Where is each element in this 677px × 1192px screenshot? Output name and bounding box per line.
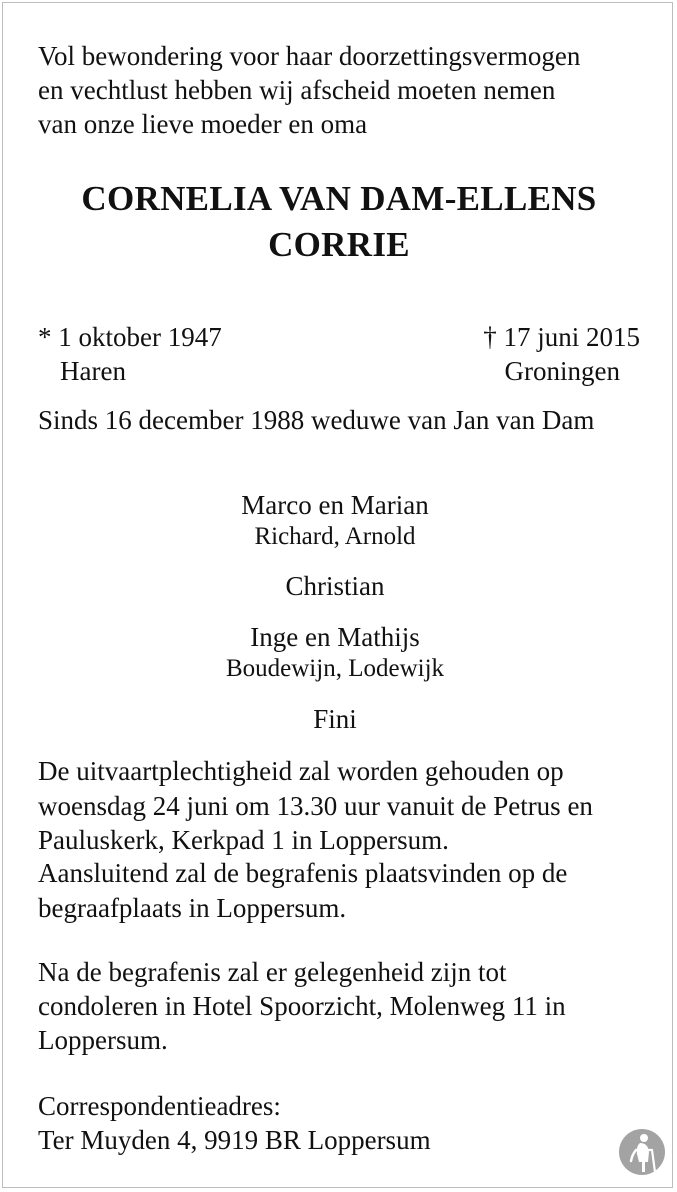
correspondence-address: Ter Muyden 4, 9919 BR Loppersum <box>38 1125 431 1155</box>
family-group-3-children: Boudewijn, Lodewijk <box>225 655 445 682</box>
funeral-line-4: Aansluitend zal de begrafenis plaatsvinden op de <box>38 858 568 888</box>
family-group-2: Christian <box>285 571 385 601</box>
funeral-line-5: begraafplaats in Loppersum. <box>38 893 347 923</box>
condolence-line-3: Loppersum. <box>38 1025 168 1055</box>
deceased-full-name: CORNELIA VAN DAM-ELLENS <box>81 179 597 218</box>
condolence-line-1: Na de begrafenis zal er gelegenheid zijn tot <box>38 957 507 987</box>
birth-place: Haren <box>60 356 126 386</box>
death-date: † 17 juni 2015 <box>483 322 640 352</box>
condolence-line-2: condoleren in Hotel Spoorzicht, Molenweg 11 in <box>38 991 566 1021</box>
birth-date: * 1 oktober 1947 <box>38 322 222 352</box>
death-place: Groningen <box>504 356 620 386</box>
widow-line: Sinds 16 december 1988 weduwe van Jan van Dam <box>38 405 595 435</box>
deceased-nickname: CORRIE <box>268 225 410 264</box>
correspondence-label: Correspondentieadres: <box>38 1091 281 1121</box>
family-group-1-parents: Marco en Marian <box>241 490 429 520</box>
family-group-1-children: Richard, Arnold <box>254 523 416 550</box>
dates-block <box>38 320 640 390</box>
funeral-line-2: woensdag 24 juni om 13.30 uur vanuit de Petrus en <box>38 791 593 821</box>
intro-line-1: Vol bewondering voor haar doorzettingsvermogen <box>38 41 581 71</box>
family-group-4: Fini <box>313 704 357 734</box>
funeral-line-1: De uitvaartplechtigheid zal worden gehouden op <box>38 756 564 786</box>
family-group-3-parents: Inge en Mathijs <box>250 622 420 652</box>
figure-with-cane-icon <box>618 1128 666 1176</box>
funeral-line-3: Pauluskerk, Kerkpad 1 in Loppersum. <box>38 825 449 855</box>
intro-line-2: en vechtlust hebben wij afscheid moeten nemen <box>38 75 556 105</box>
intro-line-3: van onze lieve moeder en oma <box>38 109 368 139</box>
